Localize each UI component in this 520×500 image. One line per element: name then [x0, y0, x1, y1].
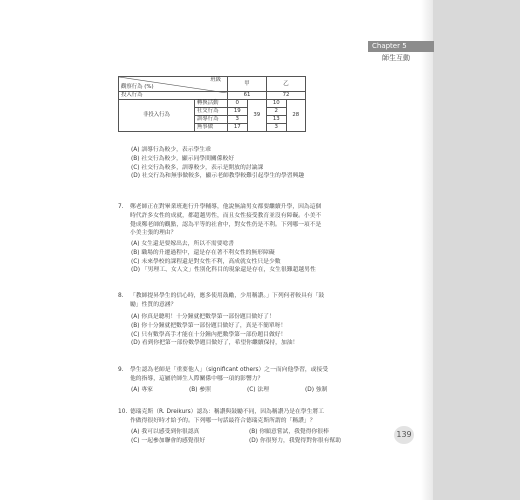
row-value-b: 3 [267, 124, 287, 132]
row-label: 社交行為 [194, 108, 227, 116]
q7-options [131, 240, 431, 275]
option-item: (D) 你很努力，我覺得對你很有幫助 [249, 437, 341, 444]
question-number: 8. [118, 293, 124, 299]
engaged-b: 72 [267, 92, 306, 100]
q10-options [131, 428, 391, 446]
option-item: (D) 看到你把第一部份數學題目做好了，希望你繼續保持，加油！ [131, 340, 299, 347]
non-total-a: 39 [247, 100, 267, 132]
col-header-a: 甲 [228, 77, 267, 92]
stem-line: 他的指導，這屬於師生人際關係中哪一項的影響力？ [130, 375, 264, 382]
stem-line: 德瑞克斯（R. Dreikurs）認為：稱讚與鼓勵不同，因為稱讚乃是在學生將工 [130, 409, 324, 415]
right-margin-band [433, 0, 520, 500]
option-item: (C) 一起參加聯會的感覺很好 [131, 437, 206, 444]
non-total-b: 28 [286, 100, 306, 132]
option-item: (A) 女生還是要嫁出去，所以不需要唸書 [131, 241, 235, 247]
stem-line: 小美主張的理由？ [130, 230, 177, 237]
option-item: (A) 專家 [131, 387, 153, 393]
option-item: (A) 我可以感受到你很認真 [131, 429, 200, 435]
q6-options [131, 146, 431, 181]
question-number: 9. [118, 367, 124, 373]
row-value-a: 3 [228, 116, 248, 124]
row-label: 無事做 [194, 124, 227, 132]
option-item: (A) 訓導行為較少，表示學生乖 [131, 147, 211, 153]
diag-bottom-label: 觀察行為 (%) [121, 84, 154, 90]
stem-line: 「教師提昇學生的信心時，應多使用鼓勵，少用稱讚。」下列何者較具有「鼓 [130, 293, 325, 299]
option-item: (C) 法理 [247, 387, 270, 393]
engaged-label: 投入行為 [119, 92, 228, 100]
diagonal-header-cell [119, 77, 228, 92]
stem-line: 勵」性質的意涵？ [130, 301, 177, 308]
stem-line: 鄭老師正在對畢業班進行升學輔導，他說無論男女都要繼續升學，因為這個 [130, 204, 322, 210]
question-stem [130, 292, 420, 310]
stem-line: 時代許多女性的成就，都超越男性，而且女性接受教育並沒有障礙。小美不 [130, 212, 322, 219]
question-stem [130, 366, 420, 384]
chapter-header [368, 41, 434, 65]
option-item: (B) 社交行為較少，顯示同學間關係較好 [131, 155, 235, 162]
row-value-a: 0 [228, 100, 248, 108]
stem-line: 作做得很好時才給予的。下列哪一句話最符合德瑞克斯所謂的「稱讚」？ [130, 417, 316, 424]
question-stem [130, 408, 420, 426]
option-item: (D) 強制 [305, 387, 328, 393]
row-label: 轉換活動 [194, 100, 227, 108]
row-value-b: 10 [267, 100, 287, 108]
option-item: (B) 職場的升遷過程中，還是存在著不利女性的無形障礙 [131, 249, 275, 256]
q9-options [131, 386, 431, 395]
option-item: (B) 你十分鐘就把數學第一部份題目做好了，真是不簡單呀！ [131, 322, 287, 329]
option-item: (D) 「男理工、女人文」性別化科目的現象還是存在，女生很難超越男性 [131, 267, 316, 274]
option-item: (C) 社交行為較多，訓導較少，表示是開放的討論課 [131, 164, 264, 171]
option-item: (B) 你願意嘗試，我覺得你很棒 [249, 429, 329, 435]
table-header-row [119, 77, 306, 92]
stem-line: 學生認為老師是「重要他人」（significant others）之一而向他學習，或接受 [130, 367, 329, 373]
option-item: (B) 參照 [189, 387, 211, 393]
row-label: 訓導行為 [194, 116, 227, 124]
engaged-a: 61 [228, 92, 267, 100]
col-header-b: 乙 [267, 77, 306, 92]
option-item: (C) 只有數學高手才能在十分鐘內把數學第一部份題目做好！ [131, 331, 287, 338]
chapter-title: 師生互動 [382, 54, 410, 62]
question-number: 10. [118, 409, 128, 415]
q8-options [131, 313, 431, 348]
option-item: (C) 未來學校的課程還是對女性不利，高成就女性只是少數 [131, 258, 281, 265]
option-item: (A) 你真是聰明！十分鐘就把數學第一部份題目做好了！ [131, 314, 275, 320]
option-row [131, 428, 391, 437]
option-item: (D) 社交行為和無事做較多，顯示老師教學較難引起學生的學習興趣 [131, 173, 305, 180]
row-value-a: 17 [228, 124, 248, 132]
row-value-a: 19 [228, 108, 248, 116]
diag-top-label: 班級 [210, 77, 221, 83]
question-stem [130, 203, 420, 238]
table-row [119, 100, 306, 108]
option-row [131, 437, 391, 446]
chapter-tag: Chapter 5 [368, 41, 434, 52]
non-engaged-label: 非投入行為 [119, 100, 195, 132]
observation-table [118, 76, 306, 132]
row-value-b: 2 [267, 108, 287, 116]
row-value-b: 13 [267, 116, 287, 124]
stem-line: 覺成鄭老師的觀點，認為平等的社會中，對女性仍是不利。下列哪一項不是 [130, 221, 322, 228]
question-number: 7. [118, 204, 124, 210]
page-number: 139 [394, 426, 414, 444]
